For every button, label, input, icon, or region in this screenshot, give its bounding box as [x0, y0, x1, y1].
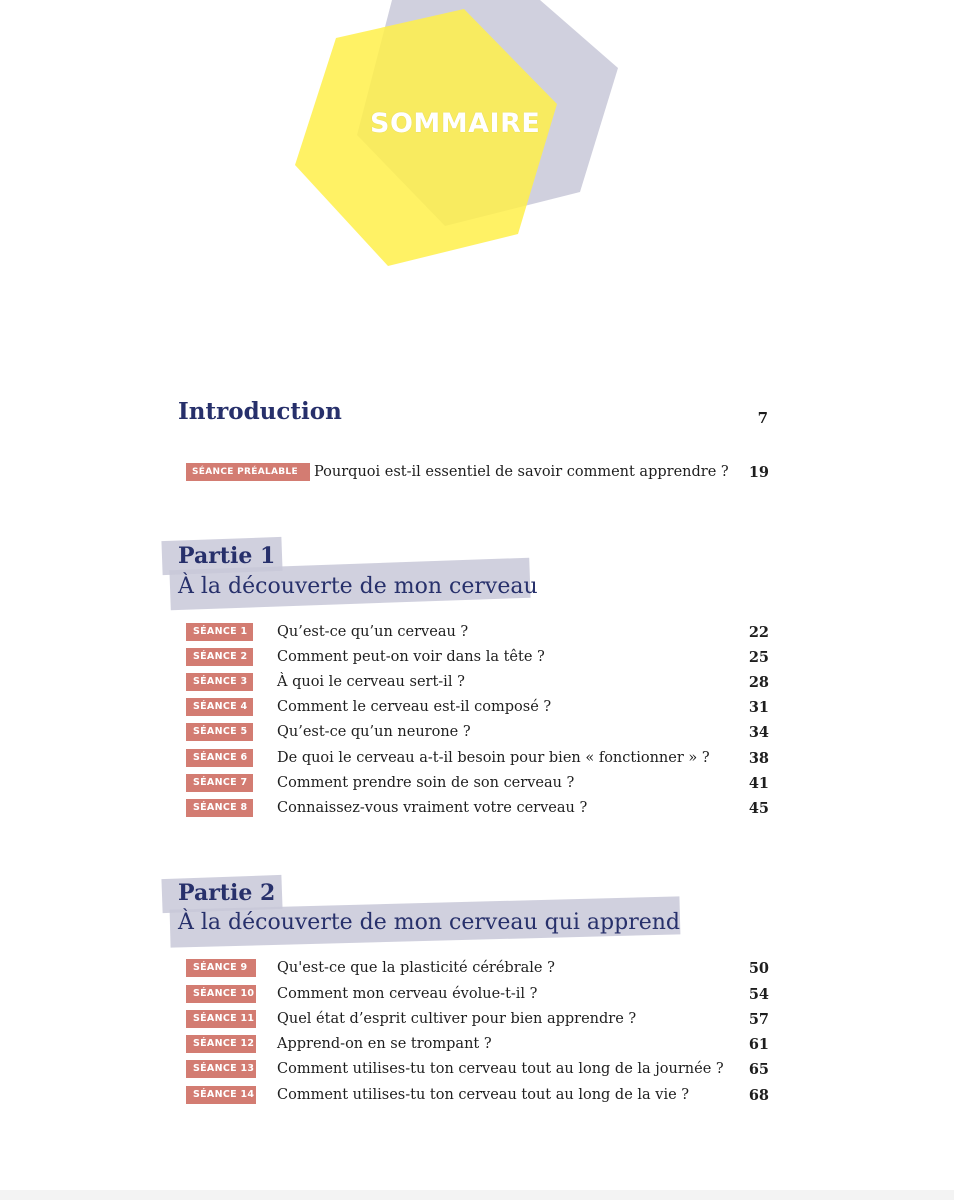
- session-row[interactable]: [0, 983, 954, 1007]
- session-page: 57: [748, 1011, 769, 1028]
- session-badge: SÉANCE 2: [186, 648, 253, 666]
- session-question: Pourquoi est-il essentiel de savoir comment apprendre ?: [314, 464, 729, 480]
- session-page: 61: [748, 1036, 769, 1053]
- session-question: Connaissez-vous vraiment votre cerveau ?: [277, 800, 588, 816]
- session-badge: SÉANCE 14: [186, 1086, 256, 1104]
- session-badge: SÉANCE 9: [186, 959, 256, 977]
- session-badge: SÉANCE 6: [186, 749, 253, 767]
- introduction-page: 7: [757, 409, 768, 427]
- session-row[interactable]: [0, 1033, 954, 1057]
- session-row[interactable]: [0, 1008, 954, 1032]
- session-question: À quoi le cerveau sert-il ?: [277, 674, 465, 690]
- session-badge: SÉANCE 4: [186, 698, 253, 716]
- session-page: 31: [748, 699, 769, 716]
- session-badge: SÉANCE PRÉALABLE: [186, 463, 310, 481]
- part-2-subtitle: À la découverte de mon cerveau qui apprend: [178, 910, 680, 935]
- session-page: 38: [748, 750, 769, 767]
- session-page: 22: [748, 624, 769, 641]
- page-title: SOMMAIRE: [370, 108, 541, 139]
- session-question: Comment le cerveau est-il composé ?: [277, 699, 552, 715]
- session-badge: SÉANCE 3: [186, 673, 253, 691]
- session-row[interactable]: [0, 1084, 954, 1108]
- session-question: Apprend-on en se trompant ?: [277, 1036, 492, 1052]
- part-1-label: Partie 1: [178, 543, 276, 569]
- session-page: 54: [748, 986, 769, 1003]
- session-row[interactable]: [0, 671, 954, 695]
- hexagon-graphic: [0, 0, 954, 300]
- session-row[interactable]: [0, 1058, 954, 1082]
- session-question: Qu’est-ce qu’un neurone ?: [277, 724, 471, 740]
- session-question: Qu’est-ce qu’un cerveau ?: [277, 624, 469, 640]
- prelim-row[interactable]: [0, 461, 954, 485]
- session-question: Comment mon cerveau évolue-t-il ?: [277, 986, 538, 1002]
- session-page: 34: [748, 724, 769, 741]
- part-2-label: Partie 2: [178, 880, 276, 906]
- session-row[interactable]: [0, 721, 954, 745]
- session-question: Quel état d’esprit cultiver pour bien apprendre ?: [277, 1011, 637, 1027]
- session-badge: SÉANCE 10: [186, 985, 256, 1003]
- session-question: Comment utilises-tu ton cerveau tout au long de la vie ?: [277, 1087, 690, 1103]
- session-page: 28: [748, 674, 769, 691]
- session-page: 19: [748, 464, 769, 481]
- session-page: 25: [748, 649, 769, 666]
- session-badge: SÉANCE 13: [186, 1060, 256, 1078]
- session-page: 65: [748, 1061, 769, 1078]
- session-badge: SÉANCE 12: [186, 1035, 256, 1053]
- session-badge: SÉANCE 8: [186, 799, 253, 817]
- session-question: Qu'est-ce que la plasticité cérébrale ?: [277, 960, 555, 976]
- session-question: Comment peut-on voir dans la tête ?: [277, 649, 545, 665]
- session-row[interactable]: [0, 772, 954, 796]
- session-page: 41: [748, 775, 769, 792]
- page-bottom-edge: [0, 1190, 954, 1200]
- session-row[interactable]: [0, 696, 954, 720]
- introduction-title: Introduction: [178, 398, 342, 425]
- session-question: De quoi le cerveau a-t-il besoin pour bien « fonctionner » ?: [277, 750, 710, 766]
- session-badge: SÉANCE 11: [186, 1010, 256, 1028]
- session-badge: SÉANCE 1: [186, 623, 253, 641]
- session-row[interactable]: [0, 621, 954, 645]
- session-row[interactable]: [0, 957, 954, 981]
- session-badge: SÉANCE 5: [186, 723, 253, 741]
- session-question: Comment utilises-tu ton cerveau tout au long de la journée ?: [277, 1061, 724, 1077]
- session-page: 68: [748, 1087, 769, 1104]
- session-question: Comment prendre soin de son cerveau ?: [277, 775, 575, 791]
- session-page: 45: [748, 800, 769, 817]
- part-1-subtitle: À la découverte de mon cerveau: [178, 574, 538, 599]
- session-row[interactable]: [0, 797, 954, 821]
- session-badge: SÉANCE 7: [186, 774, 253, 792]
- session-row[interactable]: [0, 646, 954, 670]
- session-row[interactable]: [0, 747, 954, 771]
- session-page: 50: [748, 960, 769, 977]
